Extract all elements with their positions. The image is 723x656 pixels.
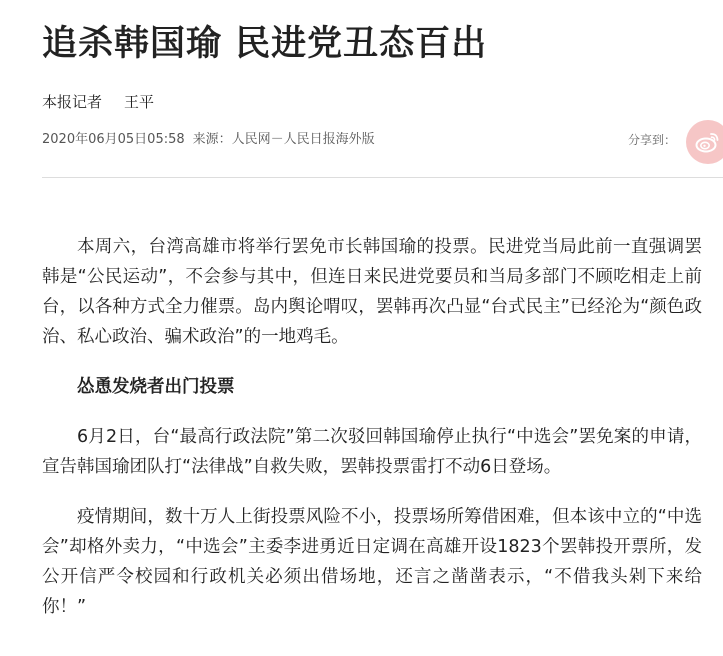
byline-role: 本报记者 bbox=[42, 93, 103, 111]
weibo-share-button[interactable] bbox=[686, 120, 723, 164]
publish-date: 2020年06月05日05:58 bbox=[42, 132, 185, 147]
share-label: 分享到： bbox=[628, 133, 677, 147]
byline-author: 王平 bbox=[124, 93, 155, 111]
header-divider bbox=[42, 177, 723, 178]
headline: 追杀韩国瑜 民进党丑态百出 bbox=[42, 24, 488, 64]
article-body bbox=[42, 232, 702, 642]
source-label: 来源： bbox=[192, 132, 232, 147]
source-name[interactable]: 人民网－人民日报海外版 bbox=[231, 132, 375, 147]
section-subheading: 怂恿发烧者出门投票 bbox=[77, 377, 235, 397]
byline bbox=[42, 91, 154, 113]
article-meta bbox=[42, 129, 723, 151]
weibo-icon bbox=[695, 131, 721, 153]
paragraph-2: 6月2日，台“最高行政法院”第二次驳回韩国瑜停止执行“中选会”罢免案的申请，宣告韩国瑜团队打“法律战”自救失败，罢韩投票雷打不动6日登场。 bbox=[42, 427, 702, 477]
paragraph-3: 疫情期间，数十万人上街投票风险不小，投票场所筹借困难，但本该中立的“中选会”却格外卖力，“中选会”主委李进勇近日定调在高雄开设1823个罢韩投开票所，发公开信严令校园和行政机关必须出借场地，还言之凿凿表示，“不借我头剁下来给你！” bbox=[42, 507, 702, 617]
paragraph-1: 本周六，台湾高雄市将举行罢免市长韩国瑜的投票。民进党当局此前一直强调罢韩是“公民运动”，不会参与其中，但连日来民进党要员和当局多部门不顾吃相走上前台，以各种方式全力催票。岛内舆论喟叹，罢韩再次凸显“台式民主”已经沦为“颜色政治、私心政治、骗术政治”的一地鸡毛。 bbox=[42, 237, 702, 347]
